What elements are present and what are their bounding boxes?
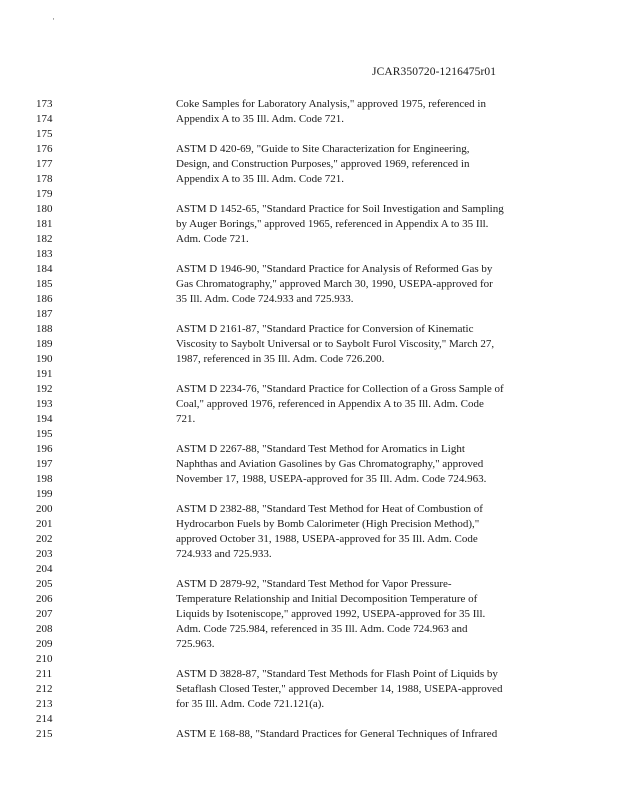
- line-text: ASTM D 420-69, "Guide to Site Characterization for Engineering,: [176, 143, 470, 155]
- line-number: 198: [36, 473, 53, 485]
- text-line: [0, 367, 619, 382]
- text-line: [0, 112, 619, 127]
- text-line: [0, 397, 619, 412]
- line-text: Temperature Relationship and Initial Decomposition Temperature of: [176, 593, 478, 605]
- line-text: ASTM D 2382-88, "Standard Test Method for Heat of Combustion of: [176, 503, 483, 515]
- line-text: ASTM E 168-88, "Standard Practices for General Techniques of Infrared: [176, 728, 498, 740]
- line-number: 188: [36, 323, 53, 335]
- text-line: [0, 157, 619, 172]
- line-number: 196: [36, 443, 53, 455]
- text-line: [0, 382, 619, 397]
- line-text: 1987, referenced in 35 Ill. Adm. Code 726.200.: [176, 353, 385, 365]
- line-number: 199: [36, 488, 53, 500]
- line-number: 208: [36, 623, 53, 635]
- text-line: [0, 637, 619, 652]
- text-line: [0, 217, 619, 232]
- line-text: Gas Chromatography," approved March 30, 1990, USEPA-approved for: [176, 278, 493, 290]
- page-mark: ·: [52, 14, 55, 24]
- text-line: [0, 262, 619, 277]
- line-number: 179: [36, 188, 53, 200]
- line-numbered-text-body: [0, 97, 619, 742]
- line-text: 724.933 and 725.933.: [176, 548, 272, 560]
- text-line: [0, 517, 619, 532]
- line-number: 186: [36, 293, 53, 305]
- line-number: 184: [36, 263, 53, 275]
- line-number: 204: [36, 563, 53, 575]
- line-number: 203: [36, 548, 53, 560]
- text-line: [0, 547, 619, 562]
- text-line: [0, 592, 619, 607]
- line-text: Design, and Construction Purposes," approved 1969, referenced in: [176, 158, 470, 170]
- line-text: Setaflash Closed Tester," approved December 14, 1988, USEPA-approved: [176, 683, 503, 695]
- line-text: for 35 Ill. Adm. Code 721.121(a).: [176, 698, 325, 710]
- line-number: 193: [36, 398, 53, 410]
- text-line: [0, 727, 619, 742]
- line-number: 178: [36, 173, 53, 185]
- line-text: ASTM D 1452-65, "Standard Practice for Soil Investigation and Sampling: [176, 203, 504, 215]
- text-line: [0, 457, 619, 472]
- line-text: Adm. Code 721.: [176, 233, 249, 245]
- text-line: [0, 622, 619, 637]
- line-number: 212: [36, 683, 53, 695]
- line-number: 183: [36, 248, 53, 260]
- line-number: 207: [36, 608, 53, 620]
- text-line: [0, 577, 619, 592]
- text-line: [0, 232, 619, 247]
- text-line: [0, 352, 619, 367]
- line-text: by Auger Borings," approved 1965, referenced in Appendix A to 35 Ill.: [176, 218, 489, 230]
- line-number: 215: [36, 728, 53, 740]
- line-text: Appendix A to 35 Ill. Adm. Code 721.: [176, 113, 345, 125]
- line-text: 725.963.: [176, 638, 215, 650]
- line-number: 197: [36, 458, 53, 470]
- line-number: 181: [36, 218, 53, 230]
- line-text: ASTM D 2267-88, "Standard Test Method for Aromatics in Light: [176, 443, 465, 455]
- text-line: [0, 472, 619, 487]
- line-number: 194: [36, 413, 53, 425]
- line-number: 214: [36, 713, 53, 725]
- line-number: 175: [36, 128, 53, 140]
- line-text: 35 Ill. Adm. Code 724.933 and 725.933.: [176, 293, 354, 305]
- line-text: ASTM D 3828-87, "Standard Test Methods for Flash Point of Liquids by: [176, 668, 498, 680]
- line-number: 177: [36, 158, 53, 170]
- line-text: November 17, 1988, USEPA-approved for 35 Ill. Adm. Code 724.963.: [176, 473, 487, 485]
- text-line: [0, 562, 619, 577]
- text-line: [0, 127, 619, 142]
- line-text: Hydrocarbon Fuels by Bomb Calorimeter (High Precision Method),": [176, 518, 480, 530]
- line-text: approved October 31, 1988, USEPA-approved for 35 Ill. Adm. Code: [176, 533, 478, 545]
- text-line: [0, 172, 619, 187]
- text-line: [0, 322, 619, 337]
- line-text: Coal," approved 1976, referenced in Appendix A to 35 Ill. Adm. Code: [176, 398, 484, 410]
- document-id-header: JCAR350720-1216475r01: [372, 66, 497, 78]
- text-line: [0, 412, 619, 427]
- line-number: 174: [36, 113, 53, 125]
- line-number: 173: [36, 98, 53, 110]
- line-number: 210: [36, 653, 53, 665]
- text-line: [0, 667, 619, 682]
- text-line: [0, 682, 619, 697]
- line-number: 201: [36, 518, 53, 530]
- text-line: [0, 607, 619, 622]
- text-line: [0, 307, 619, 322]
- line-text: ASTM D 2234-76, "Standard Practice for Collection of a Gross Sample of: [176, 383, 504, 395]
- text-line: [0, 427, 619, 442]
- line-number: 213: [36, 698, 53, 710]
- line-text: 721.: [176, 413, 196, 425]
- text-line: [0, 502, 619, 517]
- text-line: [0, 532, 619, 547]
- line-number: 195: [36, 428, 53, 440]
- line-number: 190: [36, 353, 53, 365]
- line-number: 202: [36, 533, 53, 545]
- text-line: [0, 652, 619, 667]
- line-text: ASTM D 1946-90, "Standard Practice for Analysis of Reformed Gas by: [176, 263, 493, 275]
- line-text: Coke Samples for Laboratory Analysis," approved 1975, referenced in: [176, 98, 486, 110]
- line-number: 200: [36, 503, 53, 515]
- line-number: 182: [36, 233, 53, 245]
- line-number: 206: [36, 593, 53, 605]
- line-number: 187: [36, 308, 53, 320]
- text-line: [0, 202, 619, 217]
- text-line: [0, 442, 619, 457]
- line-number: 205: [36, 578, 53, 590]
- line-number: 180: [36, 203, 53, 215]
- line-number: 191: [36, 368, 53, 380]
- line-number: 211: [36, 668, 53, 680]
- text-line: [0, 712, 619, 727]
- line-text: Adm. Code 725.984, referenced in 35 Ill. Adm. Code 724.963 and: [176, 623, 468, 635]
- text-line: [0, 187, 619, 202]
- line-number: 176: [36, 143, 53, 155]
- text-line: [0, 247, 619, 262]
- line-number: 209: [36, 638, 53, 650]
- text-line: [0, 277, 619, 292]
- text-line: [0, 337, 619, 352]
- text-line: [0, 142, 619, 157]
- line-text: Appendix A to 35 Ill. Adm. Code 721.: [176, 173, 345, 185]
- text-line: [0, 697, 619, 712]
- line-text: Liquids by Isoteniscope," approved 1992, USEPA-approved for 35 Ill.: [176, 608, 486, 620]
- line-text: Naphthas and Aviation Gasolines by Gas Chromatography," approved: [176, 458, 484, 470]
- text-line: [0, 292, 619, 307]
- text-line: [0, 487, 619, 502]
- line-text: ASTM D 2161-87, "Standard Practice for Conversion of Kinematic: [176, 323, 474, 335]
- line-number: 189: [36, 338, 53, 350]
- line-number: 185: [36, 278, 53, 290]
- line-number: 192: [36, 383, 53, 395]
- line-text: ASTM D 2879-92, "Standard Test Method for Vapor Pressure-: [176, 578, 452, 590]
- text-line: [0, 97, 619, 112]
- line-text: Viscosity to Saybolt Universal or to Saybolt Furol Viscosity," March 27,: [176, 338, 495, 350]
